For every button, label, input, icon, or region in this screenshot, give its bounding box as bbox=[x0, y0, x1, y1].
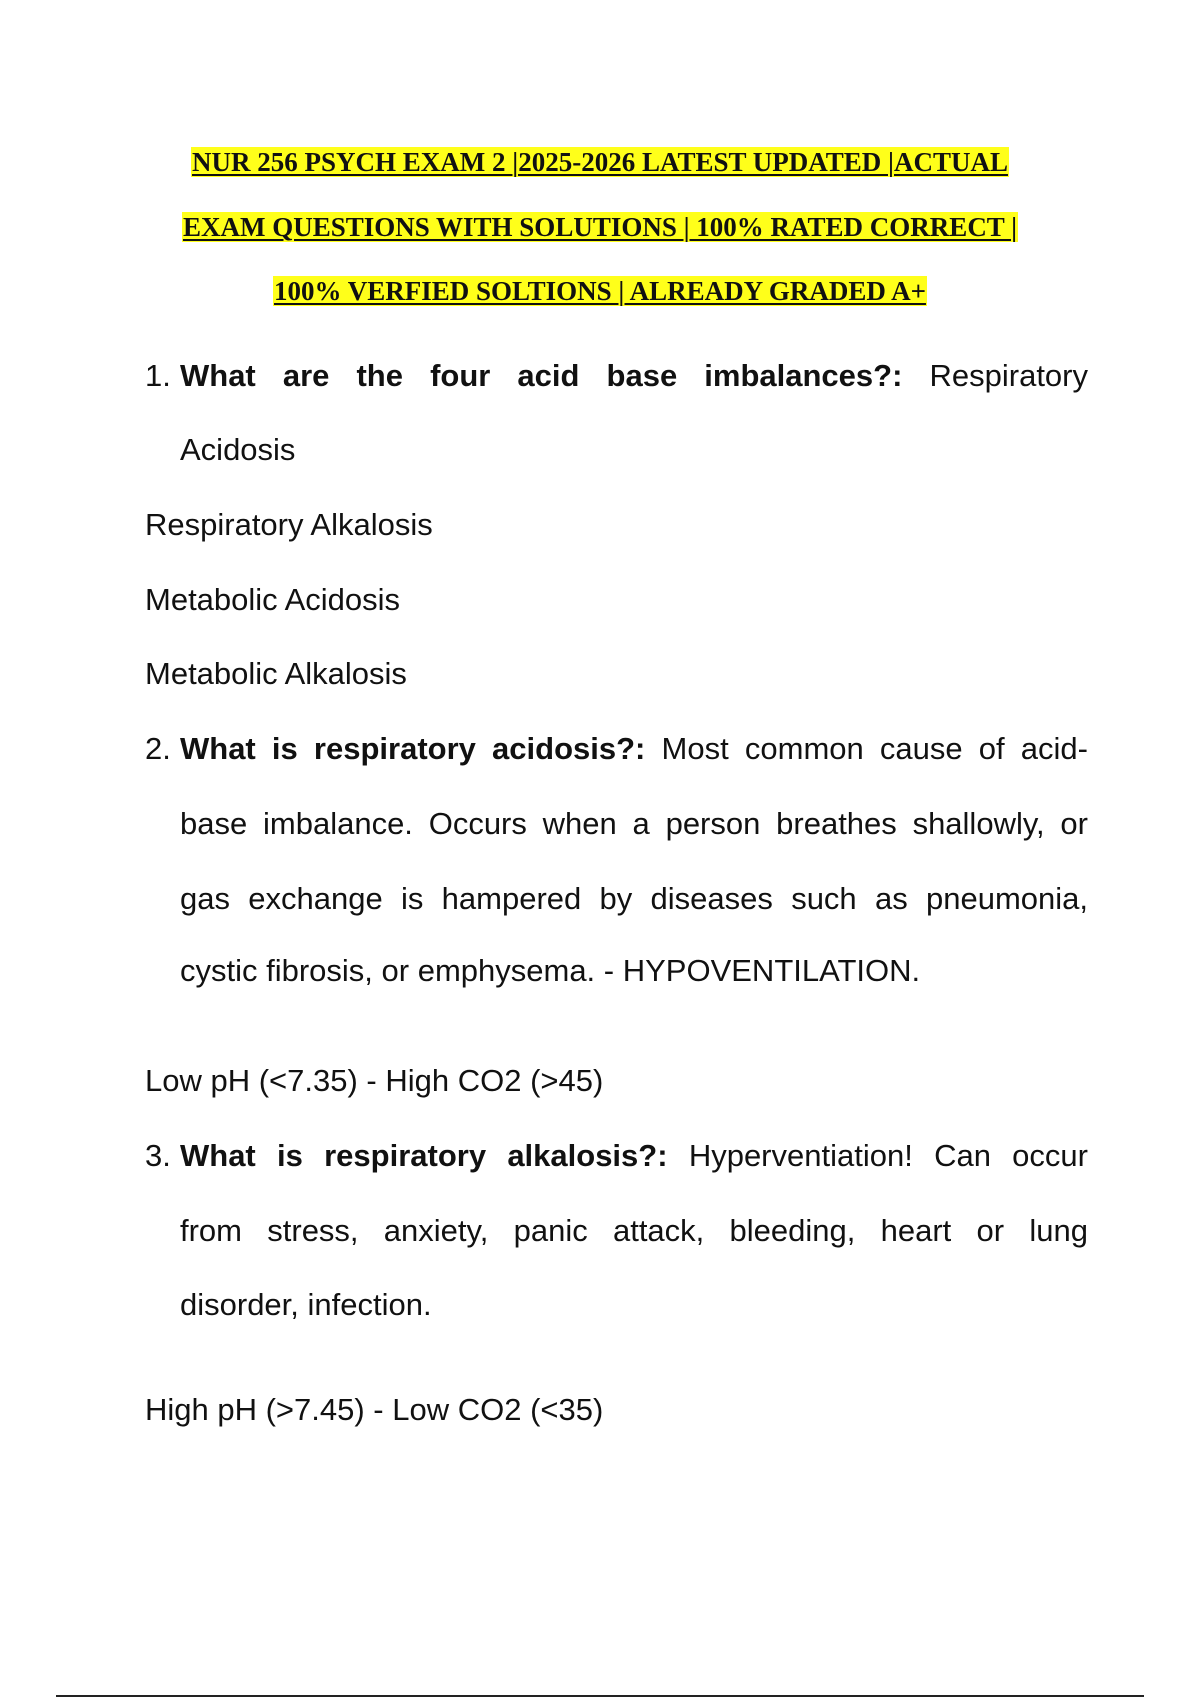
question-1-extra-line-2: Metabolic Acidosis bbox=[145, 582, 401, 617]
question-3-number: 3. bbox=[145, 1138, 171, 1173]
question-1-extra-line-1: Respiratory Alkalosis bbox=[145, 507, 433, 542]
question-3-line bbox=[180, 1138, 1088, 1174]
document-title-line-1: NUR 256 PSYCH EXAM 2 |2025-2026 LATEST UPDATED |ACTUAL bbox=[192, 147, 1008, 177]
document-title-line-2: EXAM QUESTIONS WITH SOLUTIONS | 100% RATED CORRECT | bbox=[182, 212, 1018, 242]
document-title-line-3: 100% VERFIED SOLTIONS | ALREADY GRADED A+ bbox=[274, 276, 926, 306]
question-3-answer-line-2: from stress, anxiety, panic attack, bleeding, heart or lung bbox=[180, 1213, 1088, 1248]
question-1-line bbox=[180, 358, 1088, 394]
question-2-answer-line-4: cystic fibrosis, or emphysema. - HYPOVENTILATION. bbox=[180, 953, 921, 988]
question-2-answer-line-1: Most common cause of acid- bbox=[661, 731, 1088, 766]
question-3-text: What is respiratory alkalosis?: bbox=[180, 1138, 668, 1173]
question-1-extra-line-3: Metabolic Alkalosis bbox=[145, 656, 407, 691]
question-2-values: Low pH (<7.35) - High CO2 (>45) bbox=[145, 1063, 604, 1098]
question-1-answer-cont: Acidosis bbox=[180, 432, 296, 467]
question-3-values: High pH (>7.45) - Low CO2 (<35) bbox=[145, 1392, 604, 1427]
question-1-text: What are the four acid base imbalances?: bbox=[180, 358, 903, 393]
question-1-number: 1. bbox=[145, 358, 171, 393]
question-2-number: 2. bbox=[145, 731, 171, 766]
question-1-answer-start: Respiratory bbox=[929, 358, 1088, 393]
question-2-answer-line-2: base imbalance. Occurs when a person breathes shallowly, or bbox=[180, 806, 1088, 841]
question-2-answer-line-3: gas exchange is hampered by diseases such as pneumonia, bbox=[180, 881, 1088, 916]
question-2-line bbox=[180, 731, 1088, 767]
page-bottom-rule bbox=[56, 1695, 1144, 1697]
question-3-answer-line-3: disorder, infection. bbox=[180, 1287, 432, 1322]
question-3-answer-line-1: Hyperventiation! Can occur bbox=[688, 1138, 1088, 1173]
question-2-text: What is respiratory acidosis?: bbox=[180, 731, 646, 766]
